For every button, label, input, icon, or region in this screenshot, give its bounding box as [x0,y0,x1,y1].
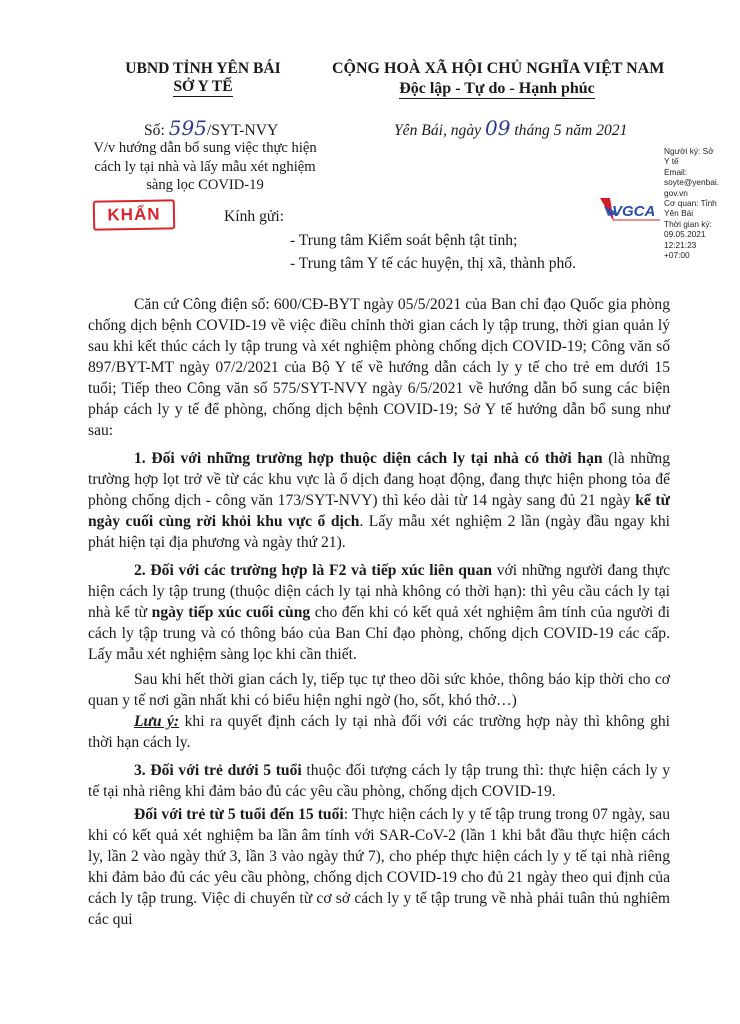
recipient-item: - Trung tâm Y tế các huyện, thị xã, thành phố. [290,255,576,272]
signature-line: Cơ quan: Tỉnh [664,198,717,209]
number-handwritten: 595 [168,116,207,140]
digital-signature-info [664,146,738,260]
section-3 [88,760,670,802]
section-1-text-end: . Lấy mẫu xét nghiệm 2 lần (ngày đầu ngay khi phát hiện tại địa phương và ngày thứ 21). [88,513,671,551]
note-paragraph [88,711,670,753]
section-1-emphasis: kể từ ngày cuối cùng rời khỏi khu vực ổ dịch [88,492,670,530]
note-text: khi ra quyết định cách ly tại nhà đối với các trường hợp này thì không ghi thời hạn cách ly. [88,713,670,751]
subject-line: sàng lọc COVID-19 [146,177,264,193]
vgca-logo-icon [598,192,662,226]
motto-block [332,80,662,98]
section-2-followup: Sau khi hết thời gian cách ly, tiếp tục tự theo dõi sức khỏe, thông báo kịp thời cho cơ quan y tế nơi gần nhất khi có biểu hiện nghi ngờ (ho, sốt, khó thở…) [88,671,670,709]
signature-line: soyte@yenbai. [664,177,720,188]
signature-line: Yên Bái [664,208,694,219]
number-prefix: Số: [144,122,165,139]
signature-line: +07:00 [664,250,690,261]
signature-line: 09.05.2021 [664,229,706,240]
section-2 [88,560,670,665]
intro-paragraph: Căn cứ Công điện số: 600/CĐ-BYT ngày 05/5/2021 của Ban chỉ đạo Quốc gia phòng chống dịch bệnh COVID-19 về việc điều chỉnh thời gian cách ly tập trung, thời gian quản lý sau khi kết thúc cách ly tập trung và xét nghiệm phòng chống dịch COVID-19; Công văn số 897/BYT-MT ngày 07/2/2021 của Bộ Y tế về hướng dẫn cách ly y tế cho trẻ em dưới 15 tuổi; Tiếp theo Công văn số 575/SYT-NVY ngày 6/5/2021 về hướng dẫn bổ sung các biện pháp cách ly y tế để phòng, chống dịch bệnh COVID-19; Sở Y tế hướng dẫn bổ sung như sau: [88,296,670,439]
signature-line: 12:21:23 [664,239,697,250]
signature-line: Y tế [664,156,679,167]
logo-text: VGCA [612,203,656,220]
signature-line: Người ký: Sở [664,146,714,156]
section-3-text: thuộc đối tượng cách ly tập trung thì: thực hiện cách ly y tế tại nhà riêng khi đảm bảo đủ các yêu cầu phòng, chống dịch COVID-19. [88,762,670,800]
section-2-title: 2. Đối với các trường hợp là F2 và tiếp xúc liên quan [134,562,493,579]
document-body [88,294,670,930]
recipient-item: - Trung tâm Kiểm soát bệnh tật tỉnh; [290,232,518,249]
section-3b-text: : Thực hiện cách ly y tế tập trung trong 07 ngày, sau khi có kết quả xét nghiệm ba lần âm tính với SAR-CoV-2 (lần 1 khi bắt đầu thực hiện cách ly, lần 2 vào ngày thứ 3, lần 3 vào ngày thứ 7), cho phép thực hiện cách ly y tế tại nhà riêng khi đảm bảo đủ các yêu cầu phòng, chống dịch COVID-19 cho đủ 21 ngày theo qui định của cách ly tập trung. Việc di chuyển từ cơ sở cách ly y tế tập trung về nhà phải tuân thủ nghiêm các qui [88,806,670,928]
section-2-text-end: cho đến khi có kết quả xét nghiệm âm tính của người đi cách ly tập trung và có thông báo của Ban Chỉ đạo phòng, chống dịch COVID-19 các cấp. Lấy mẫu xét nghiệm sàng lọc khi cần thiết. [88,604,671,663]
issue-date [394,116,627,140]
date-suffix: tháng 5 năm 2021 [514,122,628,139]
section-2-emphasis: ngày tiếp xúc cuối cùng [151,604,311,621]
org-name: UBND TỈNH YÊN BÁI [125,60,281,77]
dept-label: SỞ Y TẾ [173,78,233,95]
number-suffix: /SYT-NVY [206,122,279,139]
signature-line: Thời gian ký: [664,218,712,229]
section-3b-title: Đối với trẻ từ 5 tuổi đến 15 tuổi [134,806,344,823]
section-1-title: 1. Đối với những trường hợp thuộc diện cách ly tại nhà có thời hạn [134,450,603,467]
subject-line: cách ly tại nhà và lấy mẫu xét nghiệm [94,158,316,175]
date-day-handwritten: 09 [484,116,511,140]
subject-line: V/v hướng dẫn bổ sung việc thực hiện [93,140,317,156]
dept-name [118,78,288,96]
subject-block [92,139,318,195]
recipient-list [290,229,576,275]
section-3b [88,804,670,930]
section-1 [88,448,670,553]
date-prefix: Yên Bái, ngày [394,122,482,139]
salutation: Kính gửi: [224,208,284,225]
document-number [144,116,278,140]
motto: Độc lập - Tự do - Hạnh phúc [399,80,595,97]
section-1-text: (là những trường hợp lọt trở về từ các khu vực là ổ dịch đang hoạt động, đang thực hiện phong tỏa để phòng chống dịch - công văn 173/SYT-NVY) thì kéo dài từ 14 ngày sang đủ 21 ngày [88,450,670,509]
section-3-title: 3. Đối với trẻ dưới 5 tuổi [134,762,302,779]
section-2-text: với những người đang thực hiện cách ly tập trung (thuộc diện cách ly tại nhà không có thời hạn): thì yêu cầu cách ly tại nhà kể từ [88,562,670,621]
signature-line: gov.vn [664,187,688,198]
nation-title: CỘNG HOÀ XÃ HỘI CHỦ NGHĨA VIỆT NAM [332,60,665,77]
urgent-stamp: KHẨN [93,199,176,230]
note-label: Lưu ý: [134,713,180,730]
signature-line: Email: [664,166,688,177]
